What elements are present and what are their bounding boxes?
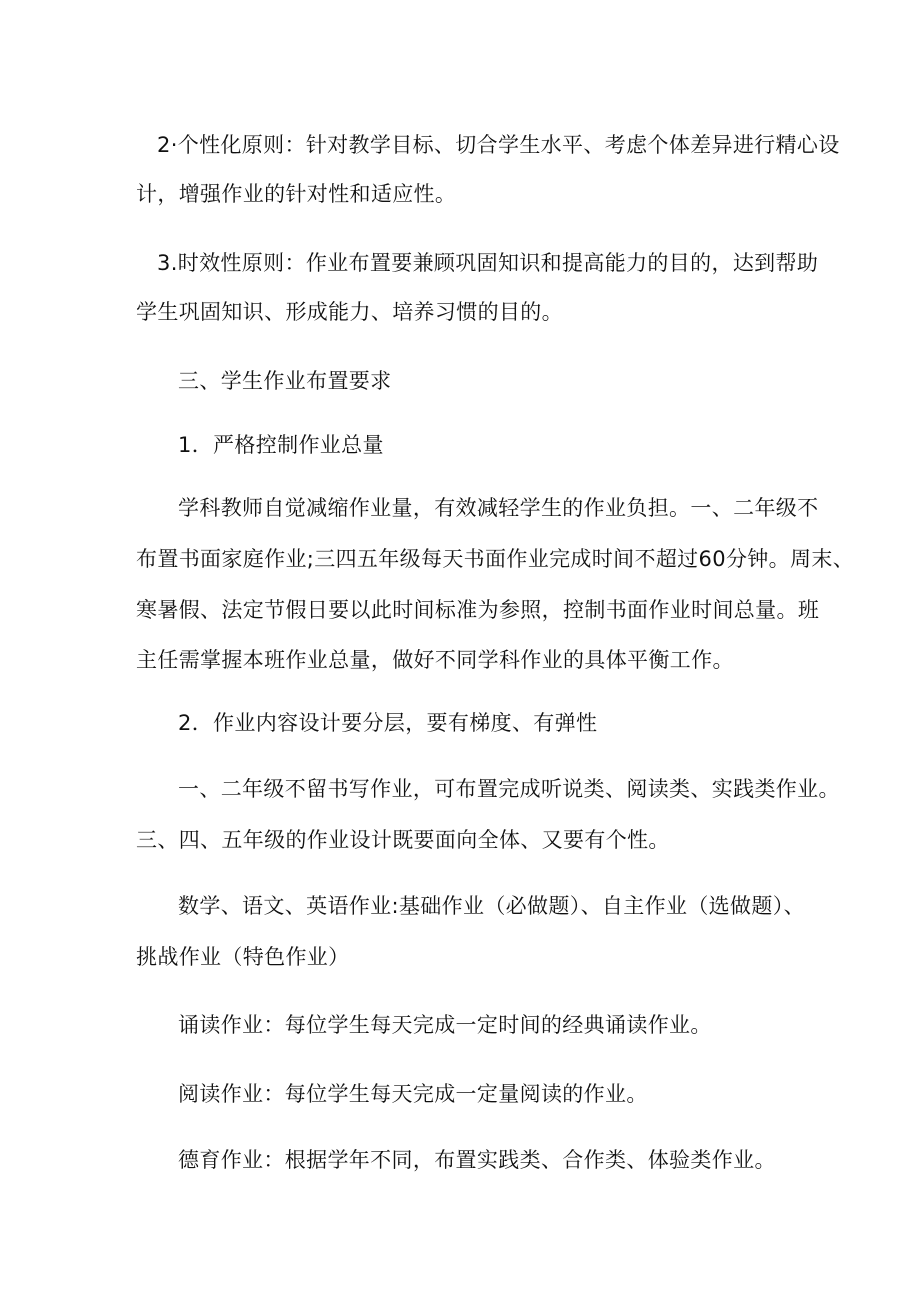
subjects-paragraph-line-2: 挑战作业（特色作业） bbox=[136, 945, 350, 969]
principle-3-line-2: 学生巩固知识、形成能力、培养习惯的目的。 bbox=[136, 300, 563, 324]
item-2-paragraph-line-2: 三、四、五年级的作业设计既要面向全体、又要有个性。 bbox=[136, 828, 670, 852]
item-1-paragraph-line-4: 主任需掌握本班作业总量，做好不同学科作业的具体平衡工作。 bbox=[136, 648, 734, 672]
moral-education-paragraph: 德育作业：根据学年不同，布置实践类、合作类、体验类作业。 bbox=[178, 1148, 776, 1172]
principle-3-line-1: 3.时效性原则：作业布置要兼顾巩固知识和提高能力的目的，达到帮助 bbox=[157, 251, 819, 275]
item-1-paragraph-line-2: 布置书面家庭作业;三四五年级每天书面作业完成时间不超过60分钟。周末、 bbox=[136, 547, 855, 571]
item-1-paragraph-line-1: 学科教师自觉减缩作业量，有效减轻学生的作业负担。一、二年级不 bbox=[178, 496, 819, 520]
principle-2-line-1: 2·个性化原则：针对教学目标、切合学生水平、考虑个体差异进行精心设 bbox=[157, 133, 840, 157]
reading-paragraph: 阅读作业：每位学生每天完成一定量阅读的作业。 bbox=[178, 1082, 648, 1106]
item-2-heading: 2．作业内容设计要分层，要有梯度、有弹性 bbox=[178, 711, 598, 735]
principle-2-line-2: 计，增强作业的针对性和适应性。 bbox=[136, 182, 457, 206]
item-2-paragraph-line-1: 一、二年级不留书写作业，可布置完成听说类、阅读类、实践类作业。 bbox=[178, 777, 840, 801]
section-3-heading: 三、学生作业布置要求 bbox=[178, 369, 392, 393]
recitation-paragraph: 诵读作业：每位学生每天完成一定时间的经典诵读作业。 bbox=[178, 1013, 712, 1037]
item-1-paragraph-line-3: 寒暑假、法定节假日要以此时间标准为参照，控制书面作业时间总量。班 bbox=[136, 598, 820, 622]
subjects-paragraph-line-1: 数学、语文、英语作业:基础作业（必做题）、自主作业（选做题）、 bbox=[178, 894, 805, 918]
item-1-heading: 1．严格控制作业总量 bbox=[178, 433, 384, 457]
